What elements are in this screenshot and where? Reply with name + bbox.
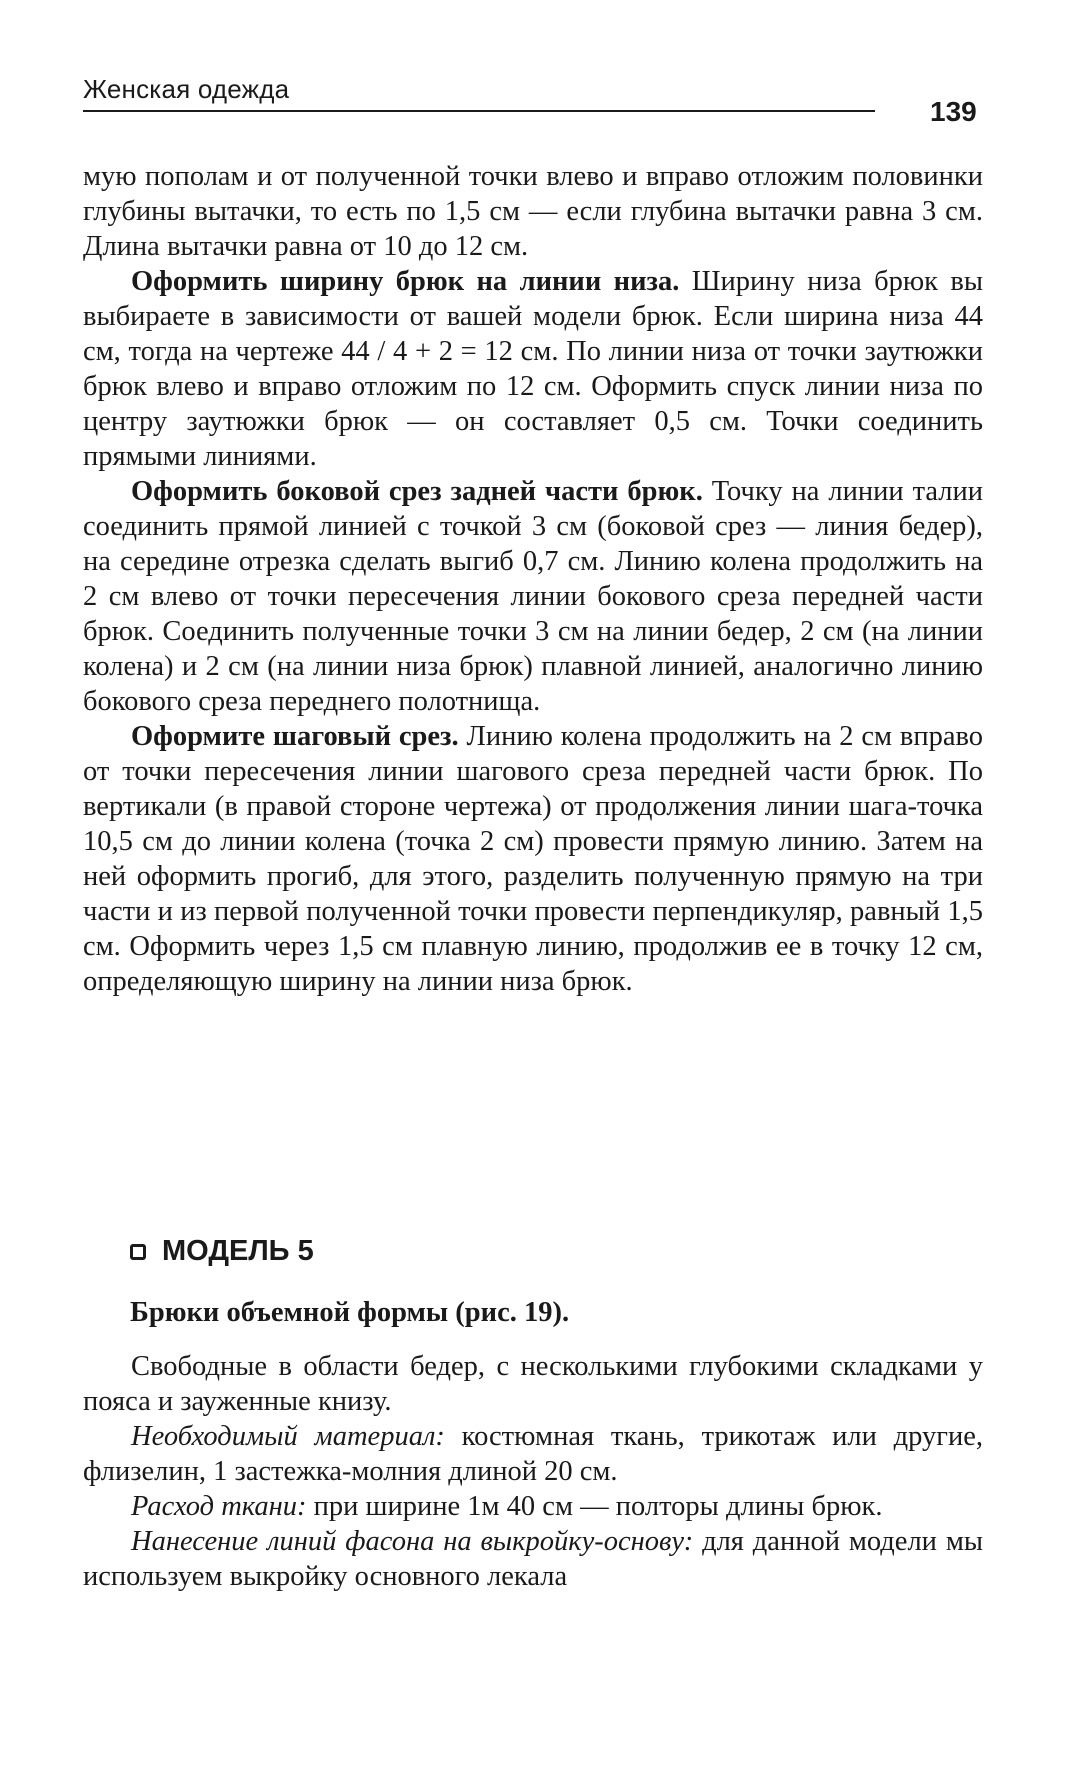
paragraph-lead: Расход ткани: bbox=[131, 1491, 307, 1522]
paragraph-lead: Оформить ширину брюк на линии низа. bbox=[131, 266, 680, 297]
paragraph-text: при ширине 1м 40 см — полторы длины брюк. bbox=[306, 1491, 883, 1522]
square-bullet-icon bbox=[130, 1244, 146, 1260]
paragraph bbox=[83, 719, 983, 999]
paragraph-text: Точку на линии талии соединить прямой линией с точкой 3 см (боковой срез — линия бедер), на середине отрезка сделать выгиб 0,7 см. Линию колена продолжить на 2 см влево от точки пересечения линии бокового среза передней части брюк. Соединить полученные точки 3 см на линии бедер, 2 см (на линии колена) и 2 см (на линии низа брюк) плавной линией, аналогично линию бокового среза переднего полотнища. bbox=[83, 476, 983, 717]
paragraph bbox=[83, 264, 983, 474]
paragraph bbox=[83, 1489, 983, 1524]
section-heading-text: МОДЕЛЬ 5 bbox=[162, 1235, 314, 1267]
paragraph: мую пополам и от полученной точки влево и вправо отложим половинки глубины вытачки, то есть по 1,5 см — если глубина вытачки равна 3 см. Длина вытачки равна от 10 до 12 см. bbox=[83, 161, 983, 262]
running-title: Женская одежда bbox=[83, 74, 290, 104]
model-description bbox=[83, 1349, 983, 1594]
running-head bbox=[83, 74, 875, 114]
paragraph bbox=[83, 474, 983, 719]
paragraph bbox=[83, 1524, 983, 1594]
page-number: 139 bbox=[930, 96, 977, 127]
paragraph-text: костюмная ткань, трикотаж или другие, флизелин, 1 застежка-молния длиной 20 см. bbox=[83, 1421, 983, 1487]
paragraph-lead: Оформить боковой срез задней части брюк. bbox=[131, 476, 703, 507]
paragraph-lead: Нанесение линий фасона на выкройку-основу: bbox=[131, 1526, 694, 1557]
paragraph-text: Ширину низа брюк вы выбираете в зависимости от вашей модели брюк. Если ширина низа 44 см, тогда на чертеже 44 / 4 + 2 = 12 см. По линии низа от точки заутюжки брюк влево и вправо отложим по 12 см. Оформить спуск линии низа по центру заутюжки брюк — он составляет 0,5 см. Точки соединить прямыми линиями. bbox=[83, 266, 983, 472]
paragraph bbox=[83, 1419, 983, 1489]
section-subheading: Брюки объемной формы (рис. 19). bbox=[130, 1297, 570, 1328]
paragraph-lead: Необходимый материал: bbox=[131, 1421, 445, 1452]
header-rule bbox=[83, 110, 875, 112]
section-heading bbox=[130, 1235, 314, 1268]
paragraph-text: Линию колена продолжить на 2 см вправо от точки пересечения линии шагового среза передней части брюк. По вертикали (в правой стороне чертежа) от продолжения линии шага-точка 10,5 см до линии колена (точка 2 см) провести прямую линию. Затем на ней оформить прогиб, для этого, разделить полученную прямую на три части и из первой полученной точки провести перпендикуляр, равный 1,5 см. Оформить через 1,5 см плавную линию, продолжив ее в точку 12 см, определяющую ширину на линии низа брюк. bbox=[83, 721, 983, 997]
paragraph-text: для данной модели мы используем выкройку основного лекала bbox=[83, 1526, 984, 1592]
body-text bbox=[83, 159, 983, 999]
paragraph-lead: Оформите шаговый срез. bbox=[131, 721, 459, 752]
paragraph: Свободные в области бедер, с несколькими глубокими складками у пояса и зауженные книзу. bbox=[83, 1351, 983, 1417]
